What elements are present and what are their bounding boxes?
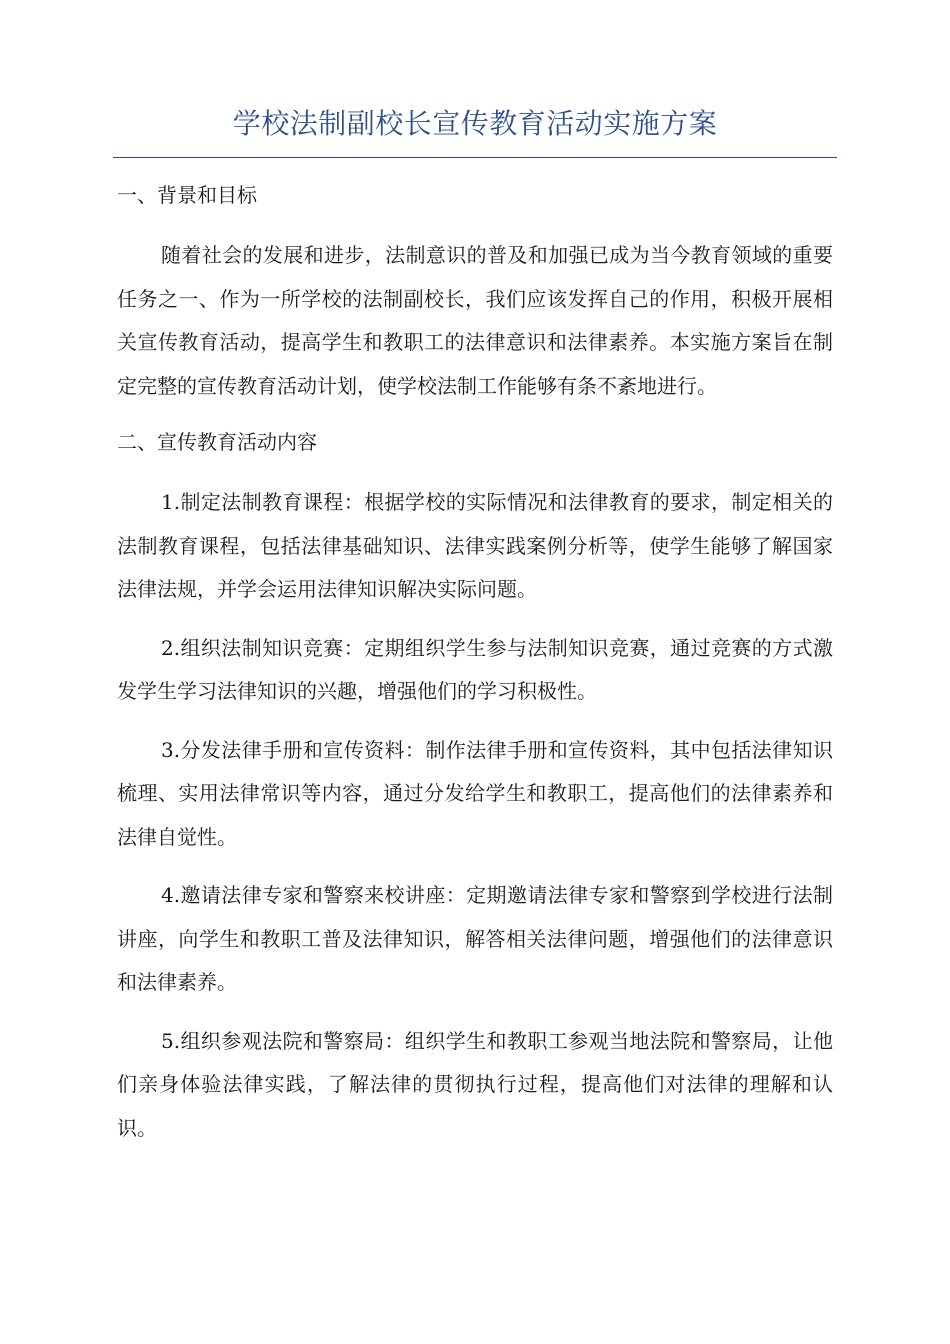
section-heading: 二、宣传教育活动内容 [117,430,317,454]
activity-item: 1.制定法制教育课程：根据学校的实际情况和法律教育的要求，制定相关的法制教育课程，包括法律基础知识、法律实践案例分析等，使学生能够了解国家法律法规，并学会运用法律知识解决实际问题。 [117,490,833,601]
document-body [117,176,833,1150]
section-heading: 一、背景和目标 [117,183,257,207]
document-title: 学校法制副校长宣传教育活动实施方案 [232,107,718,140]
activity-item: 2.组织法制知识竞赛：定期组织学生参与法制知识竞赛，通过竞赛的方式激发学生学习法律知识的兴趣，增强他们的学习积极性。 [117,635,833,703]
section-background [117,176,833,408]
activity-item: 4.邀请法律专家和警察来校讲座：定期邀请法律专家和警察到学校进行法制讲座，向学生和教职工普及法律知识，解答相关法律问题，增强他们的法律意识和法律素养。 [117,883,833,994]
title-divider [113,157,837,158]
body-paragraph: 随着社会的发展和进步，法制意识的普及和加强已成为当今教育领域的重要任务之一、作为一所学校的法制副校长，我们应该发挥自己的作用，积极开展相关宣传教育活动，提高学生和教职工的法律意识和法律素养。本实施方案旨在制定完整的宣传教育活动计划，使学校法制工作能够有条不紊地进行。 [117,243,833,398]
activity-item: 5.组织参观法院和警察局：组织学生和教职工参观当地法院和警察局，让他们亲身体验法律实践，了解法律的贯彻执行过程，提高他们对法律的理解和认识。 [117,1028,833,1140]
section-activities [117,423,833,1150]
activity-item: 3.分发法律手册和宣传资料：制作法律手册和宣传资料，其中包括法律知识梳理、实用法律常识等内容，通过分发给学生和教职工，提高他们的法律素养和法律自觉性。 [117,737,833,849]
